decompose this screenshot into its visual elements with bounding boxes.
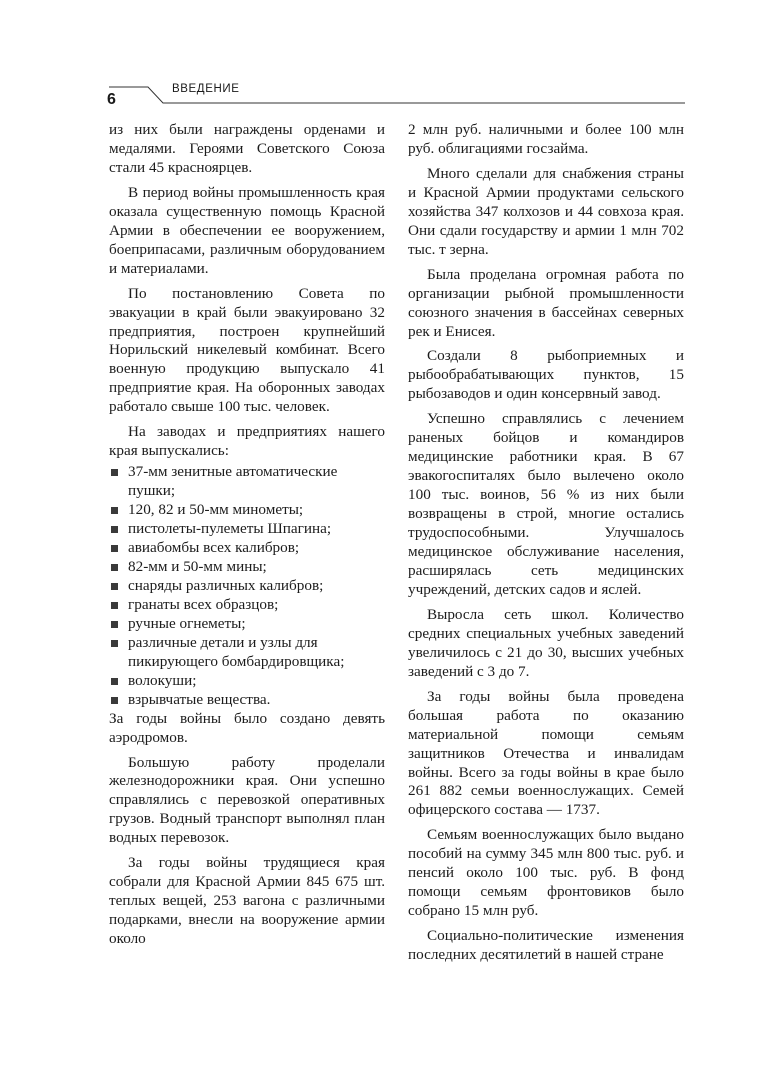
- paragraph: Успешно справлялись с лечением раненых бойцов и командиров медицинские работники края. В 67 эвакогоспиталях было вылечено около 100 тыс. воинов, 56 % из них были возвращены в строй, многие остались трудоспособными. Улучшалось медицинское обслуживание населения, расширялась сеть медицинских учреждений, детских садов и яслей.: [408, 410, 684, 598]
- square-bullet-icon: [111, 545, 118, 552]
- page-number: 6: [107, 91, 116, 108]
- paragraph: За годы войны трудящиеся края собрали для Красной Армии 845 675 шт. теплых вещей, 253 вагона с различными подарками, внесли на вооружение армии около: [109, 854, 385, 948]
- square-bullet-icon: [111, 602, 118, 609]
- square-bullet-icon: [111, 697, 118, 704]
- paragraph: Много сделали для снабжения страны и Красной Армии продуктами сельского хозяйства 347 колхозов и 44 совхоза края. Они сдали государству и армии 1 млн 702 тыс. т зерна.: [408, 164, 684, 258]
- list-item: 82-мм и 50-мм мины;: [109, 558, 385, 577]
- list-item: пистолеты-пулеметы Шпагина;: [109, 520, 385, 539]
- square-bullet-icon: [111, 583, 118, 590]
- paragraph: Была проделана огромная работа по организации рыбной промышленности союзного значения в бассейнах северных рек и Енисея.: [408, 265, 684, 340]
- paragraph: За годы войны была проведена большая работа по оказанию материальной помощи семьям защитников Отечества и инвалидам войны. Всего за годы войны в крае было 261 882 семьи военнослужащих. Семей офицерского состава — 1737.: [408, 687, 684, 819]
- paragraph: Семьям военнослужащих было выдано пособий на сумму 345 млн 800 тыс. руб. и пенсий около 100 тыс. руб. В фонд помощи семьям фронтовиков было собрано 15 млн руб.: [408, 826, 684, 920]
- list-item: авиабомбы всех калибров;: [109, 539, 385, 558]
- paragraph: из них были награждены орденами и медалями. Героями Советского Союза стали 45 красноярцев.: [109, 121, 385, 176]
- square-bullet-icon: [111, 640, 118, 647]
- running-title: ВВЕДЕНИЕ: [172, 83, 240, 95]
- list-item: гранаты всех образцов;: [109, 596, 385, 615]
- paragraph: Создали 8 рыбоприемных и рыбообрабатывающих пунктов, 15 рыбозаводов и один консервный завод.: [408, 347, 684, 403]
- square-bullet-icon: [111, 526, 118, 533]
- production-list: [109, 463, 385, 709]
- square-bullet-icon: [111, 469, 118, 476]
- paragraph: За годы войны было создано девять аэродромов.: [109, 709, 385, 746]
- square-bullet-icon: [111, 564, 118, 571]
- right-column: [408, 121, 684, 971]
- paragraph: На заводах и предприятиях нашего края выпускались:: [109, 423, 385, 460]
- left-column: [109, 121, 385, 955]
- list-item: взрывчатые вещества.: [109, 691, 385, 710]
- list-item: различные детали и узлы для пикирующего бомбардировщика;: [109, 634, 385, 672]
- list-item: снаряды различных калибров;: [109, 577, 385, 596]
- list-item: 120, 82 и 50-мм минометы;: [109, 501, 385, 520]
- list-item: ручные огнеметы;: [109, 615, 385, 634]
- square-bullet-icon: [111, 621, 118, 628]
- paragraph: По постановлению Совета по эвакуации в край были эвакуировано 32 предприятия, построен крупнейший Норильский никелевый комбинат. Всего военную продукцию выпускало 41 предприятие края. На оборонных заводах работало свыше 100 тыс. человек.: [109, 284, 385, 416]
- paragraph: Большую работу проделали железнодорожники края. Они успешно справлялись с перевозкой оперативных грузов. Водный транспорт выполнял план водных перевозок.: [109, 753, 385, 847]
- list-item: 37-мм зенитные автоматические пушки;: [109, 463, 385, 501]
- square-bullet-icon: [111, 678, 118, 685]
- list-item: волокуши;: [109, 672, 385, 691]
- paragraph: Социально-политические изменения последних десятилетий в нашей стране: [408, 927, 684, 964]
- paragraph: В период войны промышленность края оказала существенную помощь Красной Армии в обеспечении ее вооружением, боеприпасами, различным оборудованием и материалами.: [109, 183, 385, 277]
- paragraph: 2 млн руб. наличными и более 100 млн руб. облигациями госзайма.: [408, 121, 684, 157]
- paragraph: Выросла сеть школ. Количество средних специальных учебных заведений увеличилось с 21 до 30, высших учебных заведений с 3 до 7.: [408, 605, 684, 680]
- square-bullet-icon: [111, 507, 118, 514]
